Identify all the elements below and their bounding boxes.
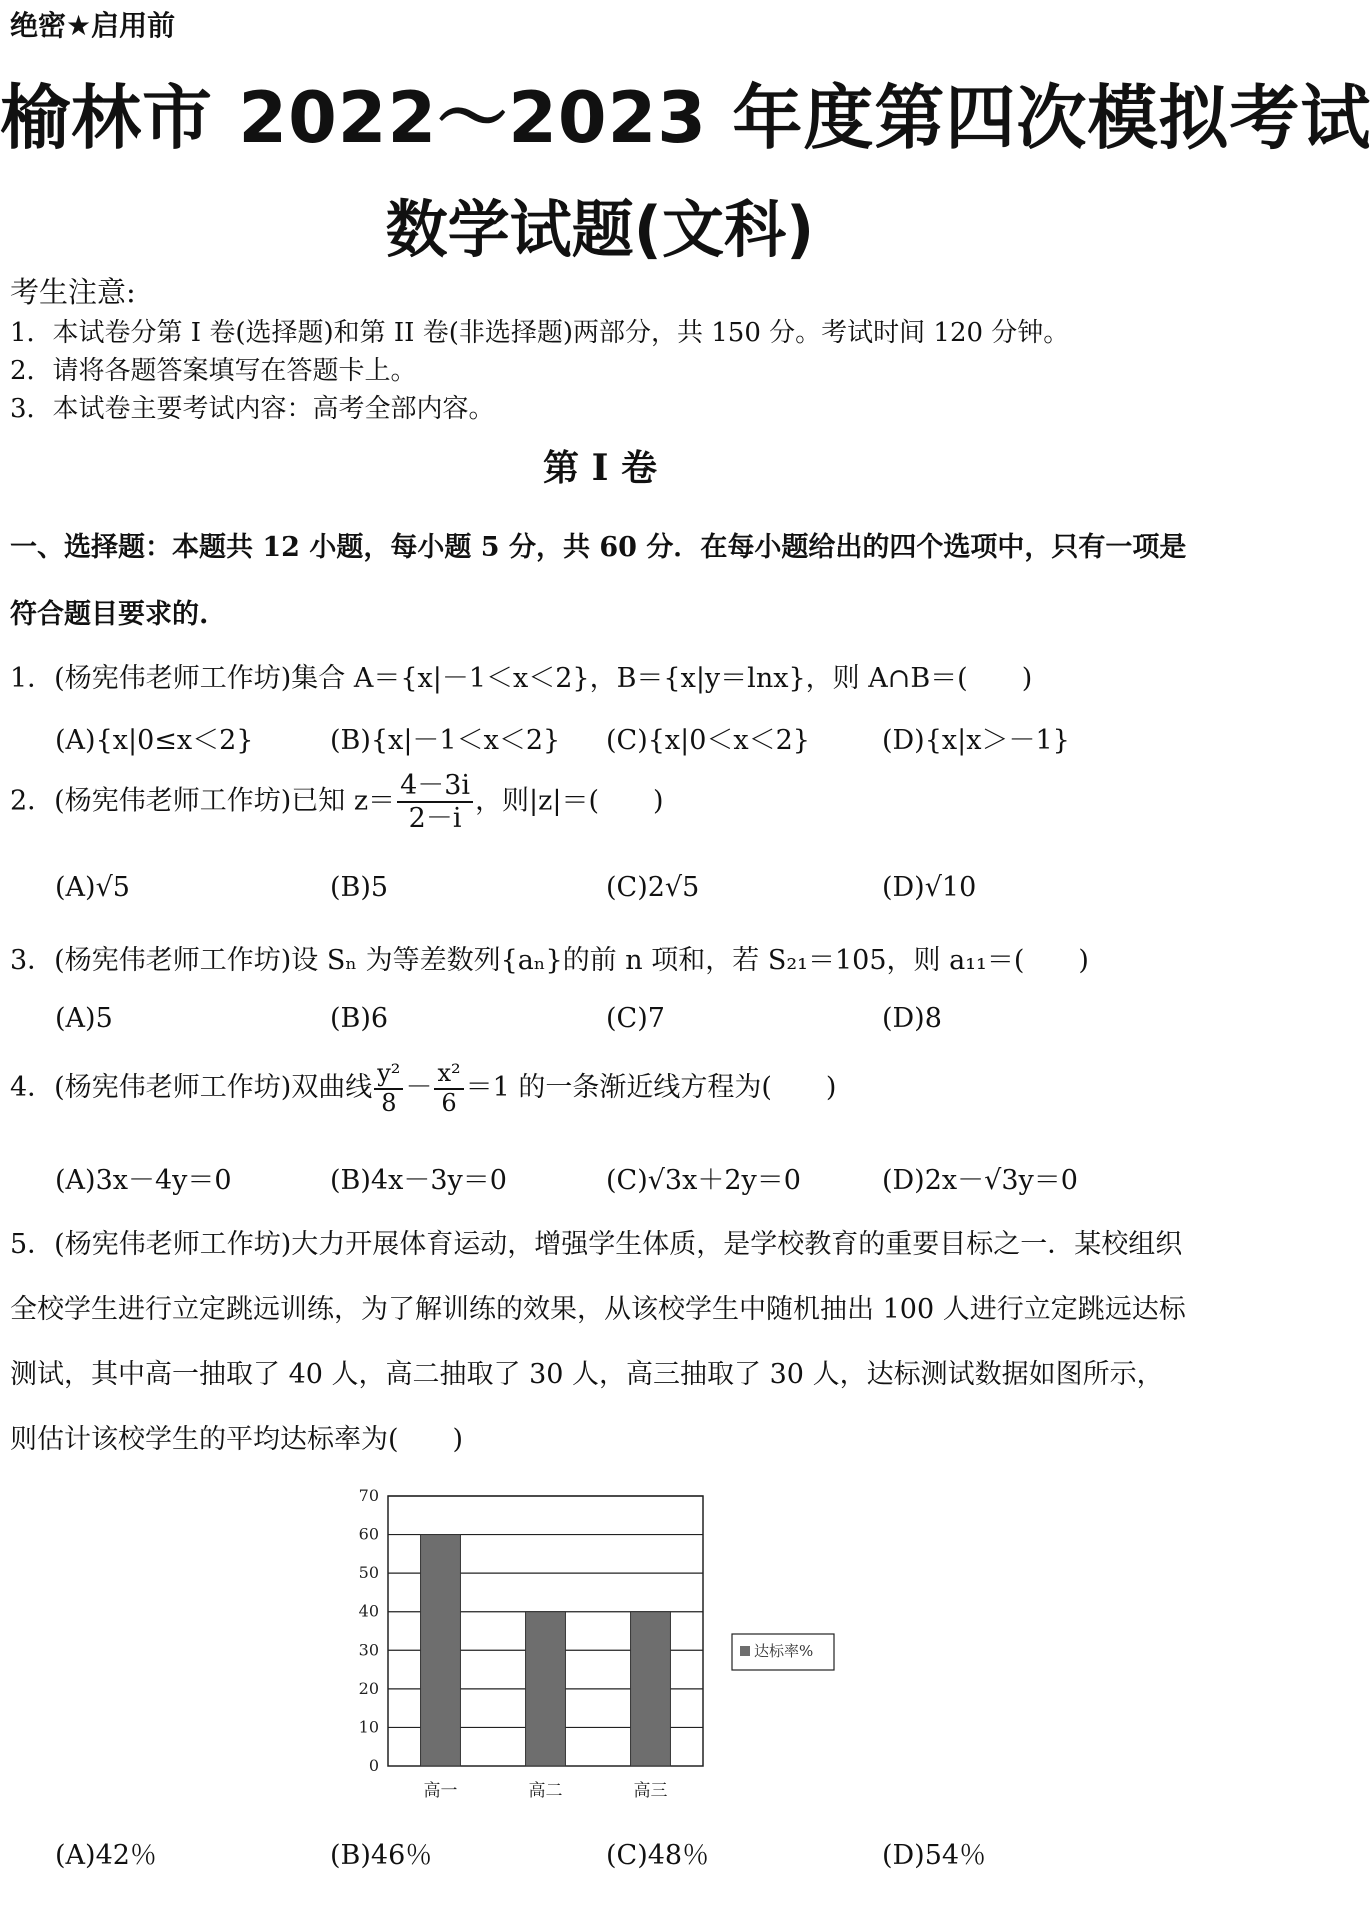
q4-frac1-denominator: 8 [381,1088,397,1117]
q4-option-b: (B)4x－3y＝0 [330,1165,507,1196]
q2-stem-pre: 2．(杨宪伟老师工作坊)已知 z＝ [10,785,396,817]
q2-option-b: (B)5 [330,872,389,903]
exam-title: 榆林市 2022～2023 年度第四次模拟考试 [0,77,1371,159]
q2-option-d: (D)√10 [882,872,977,903]
q4-frac1-numerator: y² [374,1060,403,1090]
q4-option-a: (A)3x－4y＝0 [55,1165,232,1196]
q4-fraction-x [434,1060,463,1117]
question-2-stem [10,770,664,834]
q2-stem-post: ，则|z|＝( ) [475,785,664,817]
y-tick-label-50: 50 [358,1563,379,1583]
notice-item-1: 1．本试卷分第 I 卷(选择题)和第 II 卷(非选择题)两部分，共 150 分。考试时间 120 分钟。 [10,318,1070,348]
q4-stem-post: ＝1 的一条渐近线方程为( ) [465,1072,837,1104]
confidential-label: 绝密★启用前 [10,9,176,42]
q5-option-b: (B)46％ [330,1840,433,1871]
y-tick-label-30: 30 [358,1640,379,1660]
q3-option-a: (A)5 [55,1003,113,1034]
q4-option-c: (C)√3x＋2y＝0 [606,1165,801,1196]
x-tick-label-3: 高三 [633,1781,668,1801]
y-tick-label-70: 70 [358,1486,379,1505]
q4-fraction-y [374,1060,403,1117]
legend-swatch [740,1646,750,1656]
q2-frac-numerator: 4－3i [397,770,473,803]
bar-高三 [631,1612,671,1766]
section-heading-cont: 符合题目要求的. [10,599,209,630]
bar-高一 [421,1535,461,1766]
y-tick-label-10: 10 [358,1717,379,1737]
x-tick-label-2: 高二 [528,1781,563,1801]
exam-subtitle: 数学试题(文科) [385,193,815,266]
x-tick-label-1: 高一 [423,1781,458,1801]
question-4-stem [10,1060,836,1117]
section-heading: 一、选择题：本题共 12 小题，每小题 5 分，共 60 分．在每小题给出的四个选项中，只有一项是 [10,532,1187,563]
q4-frac2-numerator: x² [434,1060,463,1090]
q4-option-d: (D)2x－√3y＝0 [882,1165,1078,1196]
q3-option-b: (B)6 [330,1003,389,1034]
q4-minus: － [405,1072,433,1104]
legend-label: 达标率% [754,1642,814,1660]
volume-heading: 第 I 卷 [543,447,657,489]
notice-item-3: 3．本试卷主要考试内容：高考全部内容。 [10,394,495,424]
y-tick-label-60: 60 [358,1524,379,1544]
q3-option-c: (C)7 [606,1003,665,1034]
question-5-stem: 5．(杨宪伟老师工作坊)大力开展体育运动，增强学生体质，是学校教育的重要目标之一．某校组织全校学生进行立定跳远训练，为了解训练的效果，从该校学生中随机抽出 100 人进行立定跳远达标测试，其中高一抽取了 40 人，高二抽取了 30 人，高三抽取了 30 人，达标测试数据如图所示，则估计该校学生的平均达标率为( ) [10,1229,1186,1455]
notice-heading: 考生注意: [10,275,136,309]
q5-option-d: (D)54％ [882,1840,987,1871]
question-3-stem: 3．(杨宪伟老师工作坊)设 Sₙ 为等差数列{aₙ}的前 n 项和，若 S₂₁＝105，则 a₁₁＝( ) [10,945,1089,976]
q4-stem-pre: 4．(杨宪伟老师工作坊)双曲线 [10,1072,373,1104]
q1-option-b: (B){x|－1＜x＜2} [330,725,561,756]
q2-option-c: (C)2√5 [606,872,700,903]
q5-option-c: (C)48％ [606,1840,710,1871]
q2-frac-denominator: 2－i [408,803,462,835]
y-tick-label-20: 20 [358,1678,379,1698]
q5-option-a: (A)42％ [55,1840,157,1871]
q4-frac2-denominator: 6 [441,1088,457,1117]
y-tick-label-40: 40 [358,1601,379,1621]
y-tick-label-0: 0 [368,1756,379,1775]
notice-item-2: 2．请将各题答案填写在答题卡上。 [10,356,417,386]
q1-option-a: (A){x|0≤x＜2} [55,725,254,756]
q2-option-a: (A)√5 [55,872,130,903]
q1-option-d: (D){x|x＞－1} [882,725,1070,756]
bar-高二 [526,1612,566,1766]
pass-rate-bar-chart [340,1480,860,1805]
q2-fraction [397,770,473,834]
q1-option-c: (C){x|0＜x＜2} [606,725,810,756]
q3-option-d: (D)8 [882,1003,942,1034]
question-1-stem: 1．(杨宪伟老师工作坊)集合 A＝{x|－1＜x＜2}，B＝{x|y＝lnx}，则 A∩B＝( ) [10,663,1033,694]
